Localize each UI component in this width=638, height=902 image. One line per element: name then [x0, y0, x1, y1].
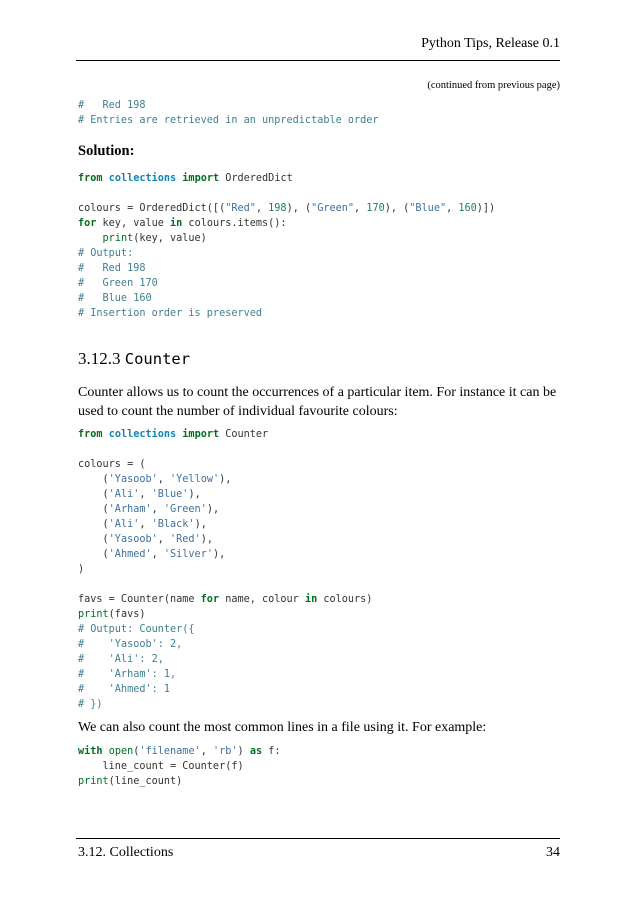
code-string: 'Red' [170, 534, 201, 545]
code-comment: # Green 170 [78, 278, 158, 289]
code-keyword: for [78, 218, 97, 229]
code-string: 'Black' [151, 519, 195, 530]
code-text: (line_count) [108, 776, 183, 787]
code-text: ) [237, 746, 250, 757]
code-block-counter: from collections import Counter colours = ( ('Yasoob', 'Yellow'), ('Ali', 'Blue'), ('Arham', 'Green'), ('Ali', 'Black'), ('Yasoob', 'Red'), ('Ahmed', 'Silver'), ) favs = Counter(name for name, colour in colours) print(favs) # Output: Counter({ # 'Yasoob': 2, # 'Ali': 2, # 'Arham': 1, # 'Ahmed': 1 # }) [78, 429, 373, 710]
code-keyword: as [249, 746, 263, 757]
code-string: 'Blue' [151, 489, 189, 500]
code-comment: # 'Arham': 1, [78, 669, 177, 680]
code-comment: # Output: [78, 248, 134, 259]
code-text: colours) [317, 594, 373, 605]
code-text: line_count = Counter(f) [78, 761, 244, 772]
code-keyword: from [78, 429, 103, 440]
code-string: 'Arham' [108, 504, 152, 515]
code-keyword: for [200, 594, 220, 605]
code-text: f: [262, 746, 281, 757]
code-text: colours = OrderedDict([( [78, 203, 226, 214]
code-module: collections [108, 429, 177, 440]
code-text: colours = ( [78, 459, 146, 470]
code-string: "Red" [225, 203, 256, 214]
code-text: ), ( [286, 203, 312, 214]
code-text: key, value [96, 218, 171, 229]
code-module: collections [108, 173, 177, 184]
solution-heading: Solution: [78, 143, 135, 159]
code-block-solution [78, 171, 495, 321]
page-number: 34 [546, 845, 560, 860]
code-builtin: print [78, 776, 109, 787]
code-keyword: import [182, 429, 220, 440]
code-keyword: in [304, 594, 318, 605]
code-string: 'filename' [139, 746, 201, 757]
code-text: , [446, 203, 459, 214]
code-text: favs = Counter(name [78, 594, 201, 605]
code-text: )]) [476, 203, 496, 214]
code-text: colours.items(): [182, 218, 287, 229]
code-comment: # }) [78, 699, 103, 710]
code-name: Counter [225, 429, 269, 440]
code-number: 198 [268, 203, 287, 214]
code-name: OrderedDict [225, 173, 293, 184]
code-comment: # Blue 160 [78, 293, 152, 304]
code-block-top [78, 98, 379, 128]
code-number: 170 [366, 203, 385, 214]
code-text: ) [78, 564, 85, 575]
code-number: 160 [458, 203, 477, 214]
code-string: 'Ahmed' [108, 549, 152, 560]
footer-section-label: 3.12. Collections [78, 845, 174, 860]
code-keyword: with [78, 746, 103, 757]
footer-rule [76, 838, 560, 839]
code-builtin: print [102, 233, 134, 244]
code-indent [78, 233, 103, 244]
running-header: Python Tips, Release 0.1 [421, 36, 560, 51]
code-comment: # Red 198 [78, 100, 146, 111]
paragraph-intro: Counter allows us to count the occurrences of a particular item. For instance it can be used to count the number of individual favourite colours: [78, 385, 557, 419]
paragraph-file-count: We can also count the most common lines in a file using it. For example: [78, 720, 487, 735]
code-text: , [354, 203, 367, 214]
code-builtin: print [78, 609, 109, 620]
code-text: ( [133, 746, 140, 757]
code-keyword: in [170, 218, 183, 229]
code-comment: # Insertion order is preserved [78, 308, 263, 319]
code-string: 'Yasoob' [108, 534, 158, 545]
code-string: 'rb' [213, 746, 238, 757]
code-text: , [200, 746, 213, 757]
code-string: 'Ali' [108, 489, 140, 500]
section-number: 3.12.3 [78, 349, 121, 368]
code-text: (favs) [108, 609, 146, 620]
code-string: 'Yasoob' [108, 474, 158, 485]
code-comment: # 'Yasoob': 2, [78, 639, 183, 650]
code-comment: # 'Ahmed': 1 [78, 684, 171, 695]
code-string: "Blue" [409, 203, 447, 214]
code-string: 'Silver' [163, 549, 213, 560]
section-heading [78, 349, 190, 369]
code-string: 'Green' [163, 504, 207, 515]
code-comment: # 'Ali': 2, [78, 654, 164, 665]
code-block-file [78, 744, 281, 789]
section-title: Counter [124, 350, 191, 368]
code-comment: # Entries are retrieved in an unpredictable order [78, 115, 379, 126]
code-builtin: open [108, 746, 134, 757]
header-rule [76, 60, 560, 61]
code-keyword: import [182, 173, 220, 184]
code-keyword: from [78, 173, 103, 184]
code-string: 'Ali' [108, 519, 140, 530]
code-text: , [255, 203, 269, 214]
code-text: name, colour [219, 594, 305, 605]
code-string: "Green" [311, 203, 355, 214]
code-text: ), ( [384, 203, 410, 214]
code-string: 'Yellow' [170, 474, 220, 485]
continued-note: (continued from previous page) [427, 80, 560, 91]
code-comment: # Red 198 [78, 263, 146, 274]
code-comment: # Output: Counter({ [78, 624, 195, 635]
code-text: (key, value) [133, 233, 207, 244]
